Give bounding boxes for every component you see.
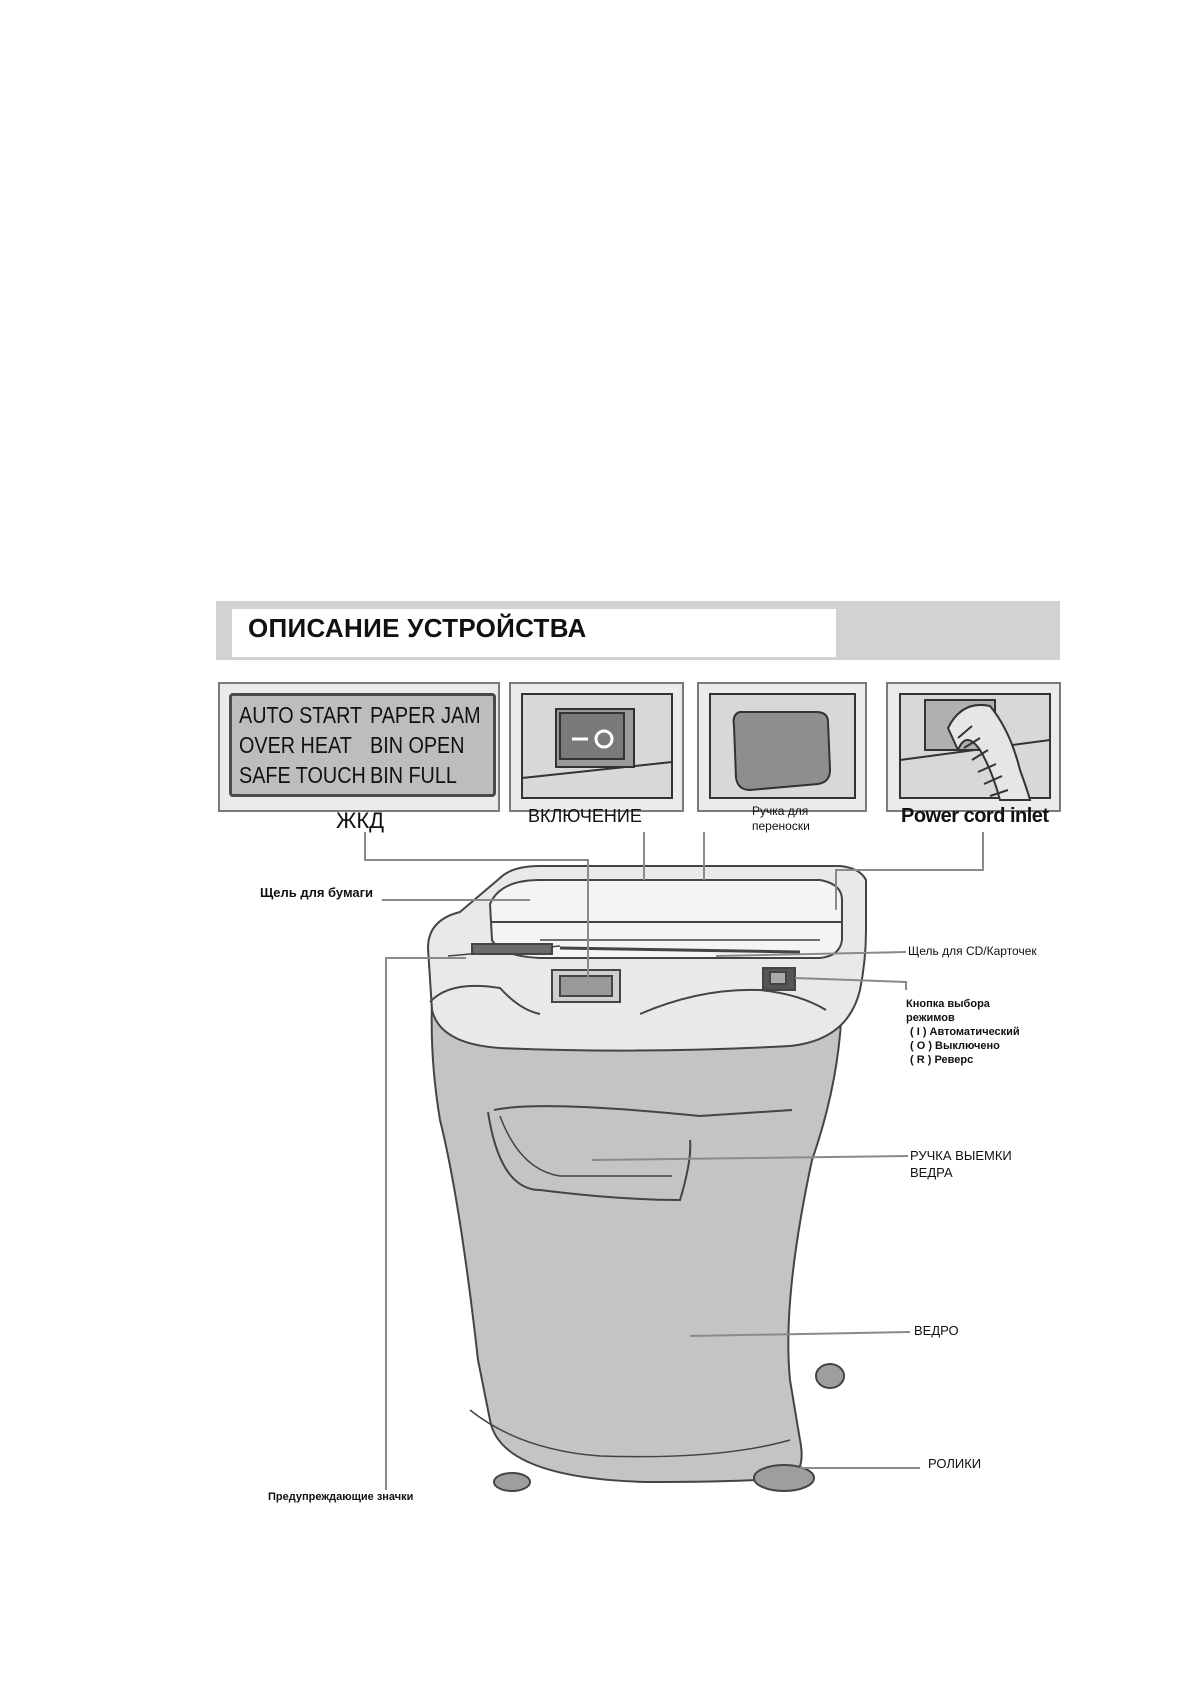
cd-slot-label: Щель для CD/Карточек: [908, 944, 1037, 958]
power-cord-label: Power cord inlet: [901, 805, 1049, 827]
power-switch-label: ВКЛЮЧЕНИЕ: [528, 806, 642, 826]
bin-handle-label-2: ВЕДРА: [910, 1165, 953, 1180]
lcd-item-safe-touch: SAFE TOUCH: [239, 762, 366, 788]
lcd-item-bin-full: BIN FULL: [370, 762, 457, 788]
carry-handle-illustration: [710, 694, 855, 798]
carry-handle-label-line1: Ручка для: [752, 804, 809, 818]
mode-off-label: ( O ) Выключено: [910, 1040, 1000, 1052]
lcd-label: ЖКД: [336, 808, 385, 833]
page-title: ОПИСАНИЕ УСТРОЙСТВА: [248, 613, 587, 643]
shredder-body: [432, 1002, 844, 1491]
lcd-item-bin-open: BIN OPEN: [370, 732, 465, 758]
power-cord-illustration: [900, 694, 1050, 800]
mode-auto-label: ( I ) Автоматический: [910, 1026, 1020, 1038]
mode-button-title-2: режимов: [906, 1012, 955, 1024]
lcd-item-auto-start: AUTO START: [239, 702, 363, 728]
mode-reverse-label: ( R ) Реверс: [910, 1054, 974, 1066]
lcd-item-over-heat: OVER HEAT: [239, 732, 352, 758]
mode-button-title-1: Кнопка выбора: [906, 998, 990, 1010]
carry-handle-label-line2: переноски: [752, 819, 810, 833]
paper-slot-label: Щель для бумаги: [260, 885, 374, 900]
bin-handle-label-1: РУЧКА ВЫЕМКИ: [910, 1148, 1012, 1163]
bin-label: ВЕДРО: [914, 1323, 959, 1338]
warning-icons-label: Предупреждающие значки: [268, 1491, 414, 1503]
power-switch-illustration: [522, 694, 672, 798]
casters-label: РОЛИКИ: [928, 1456, 982, 1471]
lcd-item-paper-jam: PAPER JAM: [370, 702, 481, 728]
shredder-top: [428, 866, 866, 1051]
